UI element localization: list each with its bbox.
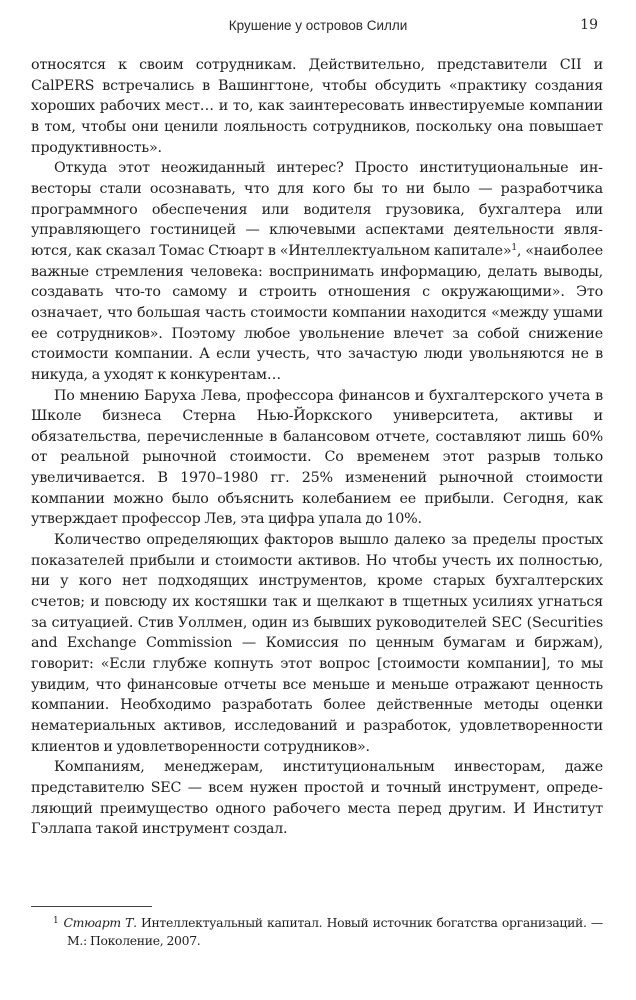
main-text	[31, 55, 603, 840]
paragraph-4: Количество определяющих факторов вышло далеко за пределы простых показателей прибыли и стоимости активов. Но чтобы учесть их полностью, ни у кого нет подходящих инструментов, кроме старых бухгалтерских счетов; и повсюду их костяшки так и щелкают в тщетных усилиях угнаться за ситуацией. Стив Уоллмен, один из бывших руководителей SEC (Securities and Exchange Commission — Комиссия по ценным бумагам и биржам), говорит: «Если глубже копнуть этот вопрос [стоимости компании], то мы увидим, что финансовые отчеты все меньше и меньше отражают ценность компании. Необходимо разработать более действенные методы оценки нематериальных активов, исследований и разработок, удовлетворенности клиентов и удовлетворенности сотрудников».	[31, 532, 603, 755]
paragraph-2-part-1: Откуда этот неожиданный интерес? Просто институциональные инвесторы стали осознавать, что для кого бы то ни было — разработчика программного обеспечения или водителя грузовика, бухгалтера или управляющего гостиницей — ключевыми аспектами деятельности являются, как сказал Томас Стюарт в «Интеллектуальном капитале»	[31, 160, 603, 259]
footnote-author: Стюарт Т.	[63, 915, 137, 930]
running-header	[0, 15, 636, 39]
footnote-marker: 1	[53, 916, 59, 926]
paragraph-1: относятся к своим сотрудникам. Действительно, представители CII и CalPERS встречались в Вашингтоне, чтобы обсудить «практику создания хороших рабочих мест… и то, как заинтересовать инвестируемые компании в том, чтобы они ценили лояльность сотрудников, поскольку она повышает продуктивность».	[31, 57, 603, 156]
footnote-text: Интеллектуальный капитал. Новый источник богатства организаций. — М.: Поколение, 2007.	[67, 915, 603, 948]
paragraph-5: Компаниям, менеджерам, институциональным инвесторам, даже представителю SEC — всем нужен простой и точный инструмент, определяющий преимущество одного рабочего места перед другим. И Институт Гэллапа такой инструмент создал.	[31, 759, 603, 838]
paragraph-3: По мнению Баруха Лева, профессора финансов и бухгалтерского учета в Школе бизнеса Стерна Нью-Йоркского университета, активы и обязательства, перечисленные в балансовом отчете, составляют лишь 60% от реальной рыночной стоимости. Со временем этот разрыв только увеличивается. В 1970–1980 гг. 25% изменений рыночной стоимости компании можно было объяснить колебанием ее прибыли. Сегодня, как утверждает профессор Лев, эта цифра упала до 10%.	[31, 387, 603, 528]
paragraph-2-part-2: , «наиболее важные стремления человека: воспринимать информацию, делать выводы, создавать что-то самому и строить отношения с окружающими». Это означает, что большая часть стоимости компании находится «между ушами ее сотрудников». Поэтому любое увольнение влечет за собой снижение стоимости компании. А если учесть, что зачастую люди увольняются не в никуда, а уходят к конкурентам…	[31, 242, 604, 383]
paragraph-2	[31, 158, 603, 385]
footnote-divider	[31, 906, 152, 907]
page-number: 19	[580, 17, 598, 33]
running-title: Крушение у островов Силли	[228, 18, 408, 33]
footnote	[31, 913, 603, 949]
footnote-reference: 1	[511, 242, 517, 253]
